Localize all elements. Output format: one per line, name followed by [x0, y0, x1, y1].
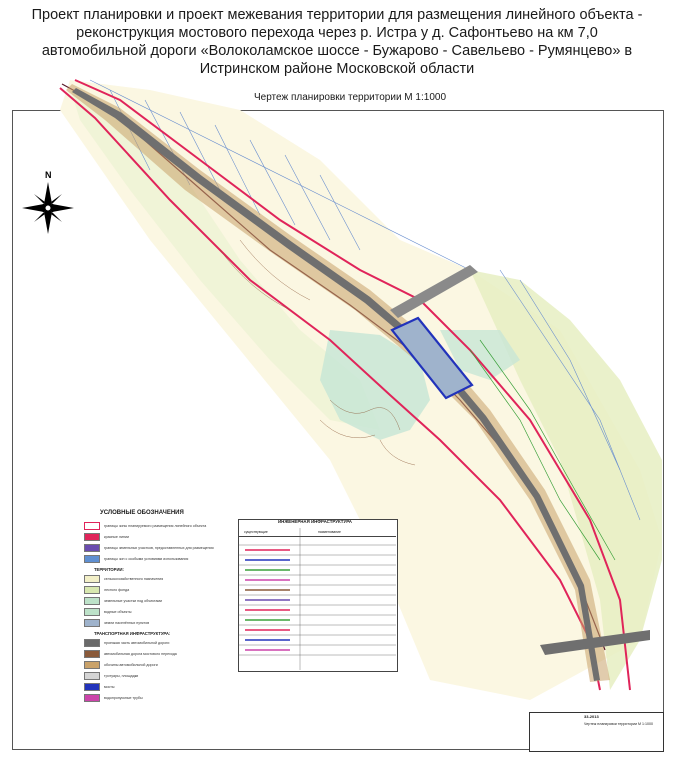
legend-section-title: ТЕРРИТОРИИ: — [94, 567, 124, 572]
legend-swatch — [84, 586, 100, 594]
legend-swatch — [84, 555, 100, 563]
legend-swatch — [84, 672, 100, 680]
legend-swatch — [84, 533, 100, 541]
engineering-title: ИНЖЕНЕРНАЯ ИНФРАСТРУКТУРА — [278, 519, 352, 524]
title-line: автомобильной дороги «Волоколамское шоссе - Бужарово - Савельево - Румянцево» в — [41, 43, 633, 59]
legend-item: сельскохозяйственного назначения — [84, 573, 244, 584]
legend-item: проезжая часть автомобильной дороги — [84, 637, 244, 648]
engineering-table — [238, 519, 398, 672]
legend-item: красные линии — [84, 531, 244, 542]
legend-swatch — [84, 661, 100, 669]
legend-item: автомобильная дорога мостового перехода — [84, 648, 244, 659]
drawing-code: 33-2013 — [584, 714, 599, 719]
legend-item: границы зон с особыми условиями использования — [84, 553, 244, 564]
legend — [84, 520, 244, 703]
legend-swatch — [84, 522, 100, 530]
legend-item: земли населённых пунктов — [84, 617, 244, 628]
engineering-header — [238, 528, 396, 537]
compass-label: N — [45, 170, 52, 180]
legend-item: водные объекты — [84, 606, 244, 617]
legend-item: границы зоны планируемого размещения линейного объекта — [84, 520, 244, 531]
legend-swatch — [84, 639, 100, 647]
legend-title: УСЛОВНЫЕ ОБОЗНАЧЕНИЯ — [100, 510, 184, 516]
legend-swatch — [84, 575, 100, 583]
engineering-col: наименование — [318, 530, 341, 534]
legend-swatch — [84, 683, 100, 691]
legend-item: тротуары, площадки — [84, 670, 244, 681]
legend-swatch — [84, 544, 100, 552]
title-line: реконструкция мостового перехода через р. Истра у д. Сафонтьево на км 7,0 — [76, 25, 598, 41]
legend-swatch — [84, 597, 100, 605]
legend-item: границы земельных участков, предоставленных для размещения — [84, 542, 244, 553]
title-line: Проект планировки и проект межевания территории для размещения линейного объекта - — [31, 7, 643, 23]
drawing-name: Чертеж планировки территории М 1:1000 — [584, 722, 654, 726]
legend-swatch — [84, 694, 100, 702]
legend-item: земельные участки под объектами — [84, 595, 244, 606]
legend-swatch — [84, 619, 100, 627]
legend-section-title: ТРАНСПОРТНАЯ ИНФРАСТРУКТУРА: — [94, 631, 171, 636]
legend-item: обочины автомобильной дороги — [84, 659, 244, 670]
legend-item: водопропускные трубы — [84, 692, 244, 703]
compass-icon — [22, 182, 74, 234]
legend-item: мосты — [84, 681, 244, 692]
map-subtitle: Чертеж планировки территории М 1:1000 — [253, 92, 447, 103]
title-line: Истринском районе Московской области — [199, 61, 475, 77]
legend-swatch — [84, 608, 100, 616]
legend-swatch — [84, 650, 100, 658]
legend-item: лесного фонда — [84, 584, 244, 595]
engineering-col: существующие — [244, 530, 268, 534]
